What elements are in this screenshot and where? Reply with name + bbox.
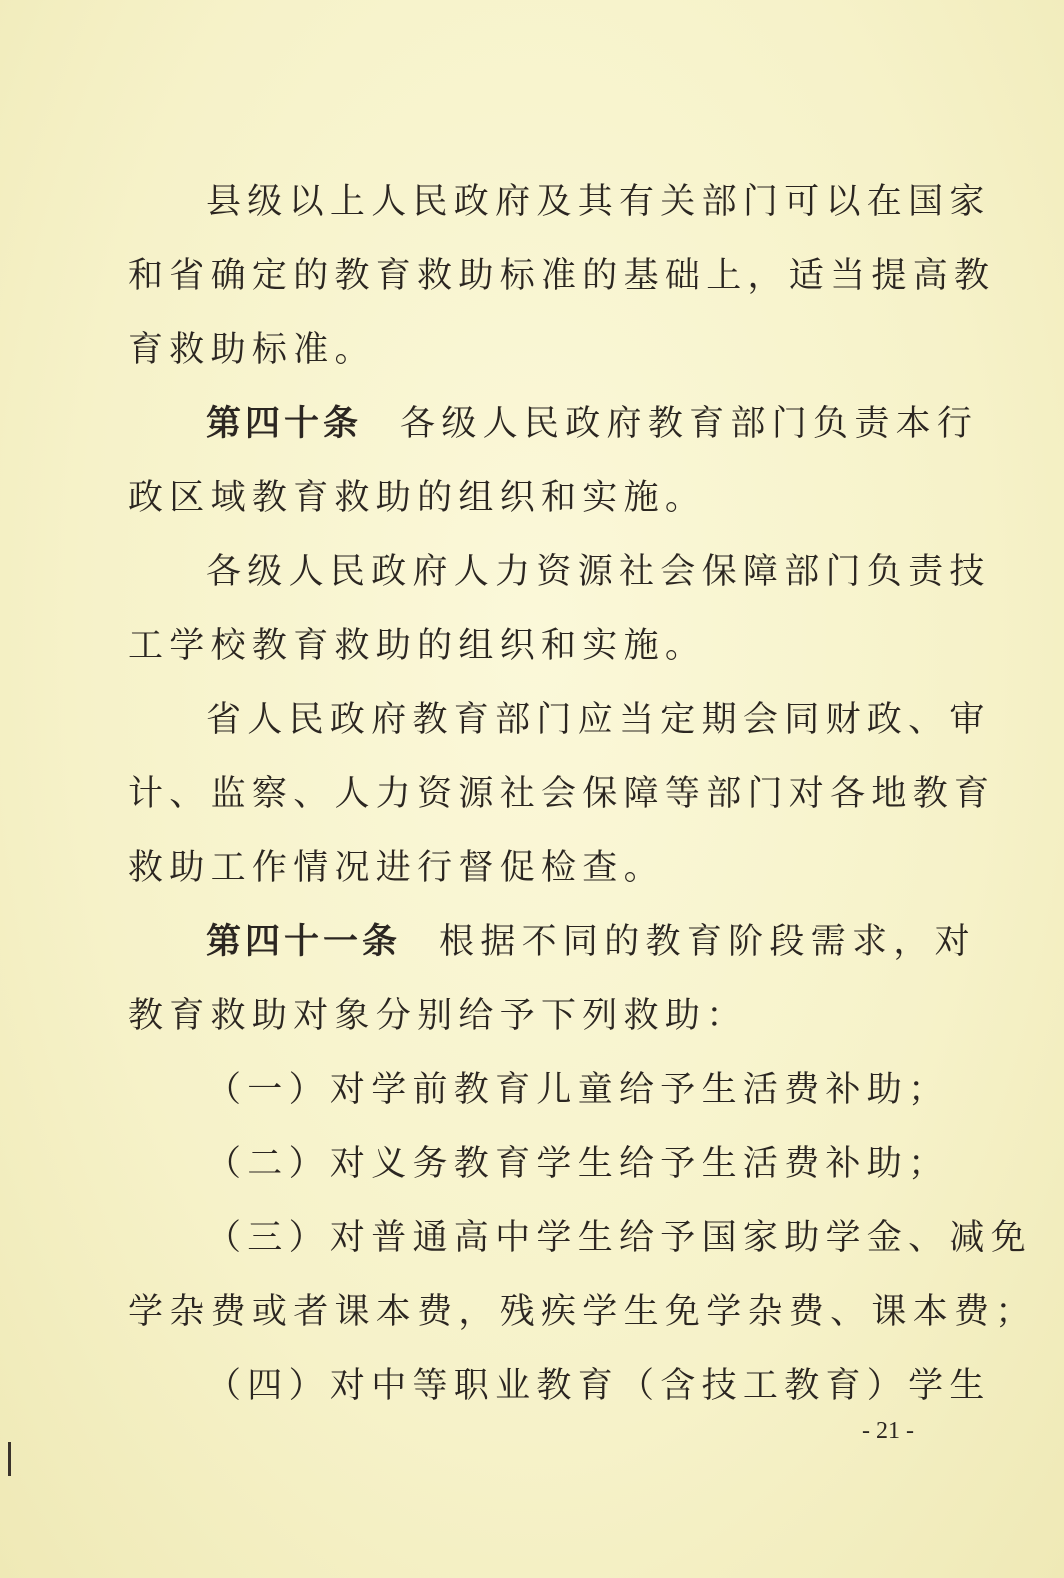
- paragraph-line: 县级以上人民政府及其有关部门可以在国家: [206, 182, 991, 222]
- list-item: （四）对中等职业教育（含技工教育）学生: [206, 1366, 991, 1406]
- list-item: （二）对义务教育学生给予生活费补助；: [206, 1144, 950, 1184]
- scan-edge-mark: [8, 1442, 11, 1476]
- article-40-heading: 第四十条: [206, 404, 363, 444]
- paragraph-line: 政区域教育救助的组织和实施。: [128, 478, 707, 518]
- paragraph-line: 教育救助对象分别给予下列救助：: [128, 996, 748, 1036]
- paragraph-line: 学杂费或者课本费，残疾学生免学杂费、课本费；: [128, 1292, 1037, 1332]
- list-item: （三）对普通高中学生给予国家助学金、减免: [206, 1218, 1033, 1258]
- article-41-heading: 第四十一条: [206, 922, 402, 962]
- article-41-line: [206, 912, 976, 972]
- paragraph-line: 育救助标准。: [128, 330, 376, 370]
- paragraph-line: 计、监察、人力资源社会保障等部门对各地教育: [128, 774, 996, 814]
- page-number: - 21 -: [862, 1418, 914, 1444]
- article-40-line: [206, 394, 979, 454]
- paragraph-text: 各级人民政府教育部门负责本行: [400, 404, 979, 444]
- paragraph-line: 各级人民政府人力资源社会保障部门负责技: [206, 552, 991, 592]
- paragraph-line: 省人民政府教育部门应当定期会同财政、审: [206, 700, 991, 740]
- paragraph-line: 工学校教育救助的组织和实施。: [128, 626, 707, 666]
- list-item: （一）对学前教育儿童给予生活费补助；: [206, 1070, 950, 1110]
- paragraph-line: 救助工作情况进行督促检查。: [128, 848, 665, 888]
- paragraph-text: 根据不同的教育阶段需求，对: [439, 922, 976, 962]
- paragraph-line: 和省确定的教育救助标准的基础上，适当提高教: [128, 256, 996, 296]
